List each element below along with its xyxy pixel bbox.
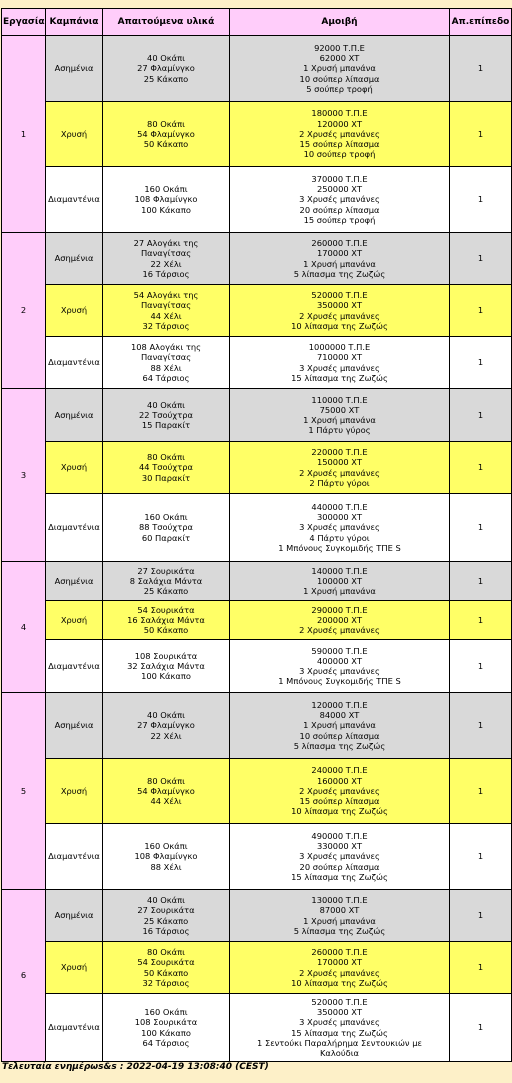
reward-line: 15 σούπερ λίπασμα [299,796,380,807]
level-cell: 1 [450,36,512,102]
level-cell: 1 [450,601,512,640]
material-line: 54 Σουρικάτα [137,604,195,615]
reward-line: 3 Χρυσές μπανάνες [299,851,380,862]
table-row [2,36,512,102]
materials-cell [103,167,230,233]
level-cell: 1 [450,693,512,759]
reward-line: 200000 ΧΤ [316,614,363,625]
level-cell: 1 [450,102,512,167]
materials-cell [103,442,230,494]
materials-cell [103,942,230,994]
material-line: 44 Χέλι [150,796,182,807]
reward-line: 140000 Τ.Π.Ε [311,565,368,576]
reward-cell [230,233,450,285]
material-line: 108 Φλαμίνγκο [134,194,198,205]
reward-cell [230,337,450,389]
reward-line: 440000 Τ.Π.Ε [311,501,368,512]
rewards-table [1,8,512,1062]
level-cell: 1 [450,389,512,442]
material-line: 44 Χέλι [150,310,182,321]
reward-line: 590000 Τ.Π.Ε [311,645,368,656]
level-cell: 1 [450,994,512,1062]
reward-line: 92000 Τ.Π.Ε [314,42,365,53]
table-row [2,824,512,890]
reward-line: 2 Χρυσές μπανάνες [299,128,380,139]
reward-cell [230,693,450,759]
table-row [2,389,512,442]
level-cell: 1 [450,337,512,389]
material-line: Παναγίτσας [140,248,192,259]
reward-cell [230,601,450,640]
material-line: 54 Αλογάκι της [133,290,199,301]
reward-line: Καλούδια [319,1047,360,1058]
material-line: 16 Τάρσιος [142,925,190,936]
reward-line: 110000 Τ.Π.Ε [311,394,368,405]
table-row [2,494,512,562]
level-cell: 1 [450,167,512,233]
task-number-cell: 2 [2,233,46,389]
material-line: 160 Οκάπι [144,1007,188,1018]
table-row [2,759,512,824]
materials-cell [103,337,230,389]
reward-line: 160000 ΧΤ [316,775,363,786]
task-number-cell: 4 [2,562,46,693]
reward-line: 370000 Τ.Π.Ε [311,173,368,184]
campaign-cell: Χρυσή [46,442,103,494]
material-line: 50 Κάκαπο [143,625,189,636]
material-line: Παναγίτσας [140,300,192,311]
reward-line: 170000 ΧΤ [316,248,363,259]
material-line: 27 Φλαμίνγκο [137,63,195,74]
reward-line: 2 Χρυσές μπανάνες [299,467,380,478]
reward-line: 2 Πάρτυ γύροι [309,477,370,488]
campaign-cell: Χρυσή [46,601,103,640]
reward-line: 300000 ΧΤ [316,512,363,523]
reward-line: 100000 ΧΤ [316,575,363,586]
reward-cell [230,389,450,442]
reward-line: 1 Χρυσή μπανάνα [303,915,376,926]
header-level: Απ.επίπεδο [450,9,512,36]
campaign-cell: Ασημένια [46,890,103,942]
campaign-cell: Διαμαντένια [46,337,103,389]
reward-line: 5 λίπασμα της Ζωζώς [293,268,386,279]
reward-line: 15 σούπερ λίπασμα [299,139,380,150]
campaign-cell: Ασημένια [46,693,103,759]
reward-line: 62000 ΧΤ [319,53,360,64]
reward-line: 5 λίπασμα της Ζωζώς [293,925,386,936]
material-line: 27 Φλαμίνγκο [137,720,195,731]
material-line: 160 Οκάπι [144,841,188,852]
material-line: 108 Φλαμίνγκο [134,851,198,862]
material-line: 32 Τάρσιος [142,320,190,331]
table-row [2,233,512,285]
reward-cell [230,442,450,494]
table-row [2,942,512,994]
level-cell: 1 [450,824,512,890]
level-cell: 1 [450,442,512,494]
material-line: 80 Οκάπι [147,118,185,129]
reward-line: 180000 Τ.Π.Ε [311,108,368,119]
table-row [2,601,512,640]
reward-cell [230,167,450,233]
campaign-cell: Χρυσή [46,102,103,167]
reward-line: 2 Χρυσές μπανάνες [299,967,380,978]
reward-cell [230,759,450,824]
material-line: 64 Τάρσιος [142,372,190,383]
material-line: 40 Οκάπι [147,710,185,721]
campaign-cell: Ασημένια [46,233,103,285]
table-row [2,102,512,167]
material-line: 27 Σουρικάτα [137,905,195,916]
reward-line: 5 σούπερ τροφή [306,83,373,94]
material-line: 25 Κάκαπο [143,586,189,597]
material-line: 8 Σαλάχια Μάντα [129,575,203,586]
reward-line: 1 Χρυσή μπανάνα [303,258,376,269]
reward-line: 15 λίπασμα της Ζωζώς [291,372,388,383]
reward-line: 170000 ΧΤ [316,957,363,968]
materials-cell [103,389,230,442]
table-row [2,285,512,337]
material-line: 27 Σουρικάτα [137,565,195,576]
header-task: Εργασία [2,9,46,36]
table-body [2,36,512,1062]
reward-line: 10 λίπασμα της Ζωζώς [291,977,388,988]
reward-line: 250000 ΧΤ [316,184,363,195]
material-line: 30 Παρακίτ [141,472,191,483]
reward-line: 490000 Τ.Π.Ε [311,830,368,841]
reward-line: 1 Χρυσή μπανάνα [303,720,376,731]
campaign-cell: Ασημένια [46,36,103,102]
reward-line: 1 Πάρτυ γύρος [308,425,371,436]
campaign-cell: Ασημένια [46,389,103,442]
reward-line: 15 λίπασμα της Ζωζώς [291,1027,388,1038]
materials-cell [103,494,230,562]
reward-line: 1 Χρυσή μπανάνα [303,415,376,425]
material-line: 100 Κάκαπο [141,204,191,215]
material-line: 32 Σαλάχια Μάντα [127,660,205,671]
material-line: 108 Σουρικάτα [134,650,198,661]
header-materials: Απαιτούμενα υλικά [103,9,230,36]
material-line: 32 Τάρσιος [142,977,190,988]
material-line: 80 Οκάπι [147,452,185,463]
task-number-cell: 5 [2,693,46,890]
level-cell: 1 [450,640,512,693]
materials-cell [103,890,230,942]
table-row [2,693,512,759]
material-line: 25 Κάκαπο [143,915,189,926]
reward-line: 3 Χρυσές μπανάνες [299,522,380,533]
reward-cell [230,102,450,167]
materials-cell [103,693,230,759]
material-line: 50 Κάκαπο [143,139,189,150]
reward-line: 260000 Τ.Π.Ε [311,947,368,958]
campaign-cell: Διαμαντένια [46,494,103,562]
reward-line: 2 Χρυσές μπανάνες [299,625,380,636]
material-line: 40 Οκάπι [147,895,185,906]
level-cell: 1 [450,942,512,994]
campaign-cell: Ασημένια [46,562,103,601]
table-row [2,890,512,942]
reward-line: 120000 Τ.Π.Ε [311,699,368,710]
material-line: 60 Παρακίτ [141,532,191,543]
reward-line: 1 Χρυσή μπανάνα [303,586,376,597]
reward-line: 710000 ΧΤ [316,352,363,363]
level-cell: 1 [450,759,512,824]
reward-line: 20 σούπερ λίπασμα [299,861,380,872]
material-line: 40 Οκάπι [147,53,185,64]
campaign-cell: Διαμαντένια [46,640,103,693]
material-line: 80 Οκάπι [147,775,185,786]
reward-line: 3 Χρυσές μπανάνες [299,666,380,676]
reward-line: 10 λίπασμα της Ζωζώς [291,806,388,817]
reward-line: 130000 Τ.Π.Ε [311,895,368,906]
reward-line: 260000 Τ.Π.Ε [311,238,368,249]
material-line: 64 Τάρσιος [142,1037,190,1048]
campaign-cell: Χρυσή [46,759,103,824]
reward-line: 10 σούπερ λίπασμα [299,73,380,84]
reward-cell [230,994,450,1062]
table-row [2,442,512,494]
material-line: 54 Σουρικάτα [137,957,195,968]
material-line: 44 Τσούχτρα [139,462,193,473]
table-row [2,994,512,1062]
materials-cell [103,601,230,640]
material-line: 54 Φλαμίνγκο [137,785,195,796]
last-updated-text: Τελευταία ενημέρωs&s : 2022-04-19 13:08:40 (CEST) [2,1062,269,1072]
campaign-cell: Διαμαντένια [46,167,103,233]
reward-line: 1 Χρυσή μπανάνα [303,63,376,74]
material-line: 54 Φλαμίνγκο [137,128,195,139]
material-line: 108 Σουρικάτα [134,1017,198,1028]
material-line: 108 Αλογάκι της [131,342,201,353]
reward-line: 4 Πάρτυ γύροι [309,532,370,543]
materials-cell [103,994,230,1062]
reward-line: 350000 ΧΤ [316,1007,363,1018]
reward-cell [230,824,450,890]
materials-cell [103,759,230,824]
materials-cell [103,36,230,102]
material-line: 25 Κάκαπο [143,73,189,84]
reward-line: 10 σούπερ τροφή [303,149,376,160]
materials-cell [103,233,230,285]
reward-line: 330000 ΧΤ [316,841,363,852]
header-row [2,9,512,36]
material-line: 22 Τσούχτρα [139,409,193,420]
reward-cell [230,36,450,102]
material-line: 88 Χέλι [150,362,182,373]
reward-cell [230,562,450,601]
campaign-cell: Χρυσή [46,285,103,337]
reward-line: 2 Χρυσές μπανάνες [299,310,380,321]
reward-line: 3 Χρυσές μπανάνες [299,194,380,205]
materials-cell [103,562,230,601]
reward-line: 10 σούπερ λίπασμα [299,730,380,741]
material-line: 88 Χέλι [150,861,182,872]
table-row [2,337,512,389]
reward-line: 15 λίπασμα της Ζωζώς [291,871,388,882]
campaign-cell: Διαμαντένια [46,824,103,890]
reward-line: 2 Χρυσές μπανάνες [299,785,380,796]
material-line: 16 Σαλάχια Μάντα [127,614,205,625]
materials-cell [103,285,230,337]
reward-line: 220000 Τ.Π.Ε [311,447,368,458]
level-cell: 1 [450,562,512,601]
reward-line: 3 Χρυσές μπανάνες [299,362,380,373]
reward-line: 75000 ΧΤ [319,404,360,415]
reward-line: 520000 Τ.Π.Ε [311,290,368,301]
material-line: Παναγίτσας [140,352,192,363]
task-number-cell: 3 [2,389,46,562]
reward-line: 150000 ΧΤ [316,457,363,468]
reward-line: 240000 Τ.Π.Ε [311,765,368,776]
materials-cell [103,102,230,167]
reward-line: 3 Χρυσές μπανάνες [299,1017,380,1028]
table-row [2,640,512,693]
material-line: 80 Οκάπι [147,947,185,958]
material-line: 15 Παρακίτ [141,420,191,431]
reward-cell [230,640,450,693]
campaign-cell: Χρυσή [46,942,103,994]
reward-line: 5 λίπασμα της Ζωζώς [293,740,386,751]
material-line: 160 Οκάπι [144,512,188,523]
header-campaign: Καμπάνια [46,9,103,36]
reward-line: 15 σούπερ τροφή [303,214,376,225]
reward-line: 400000 ΧΤ [316,655,363,666]
material-line: 50 Κάκαπο [143,967,189,978]
material-line: 22 Χέλι [150,258,182,269]
level-cell: 1 [450,285,512,337]
material-line: 100 Κάκαπο [141,671,191,682]
reward-cell [230,942,450,994]
materials-cell [103,640,230,693]
campaign-cell: Διαμαντένια [46,994,103,1062]
material-line: 16 Τάρσιος [142,268,190,279]
level-cell: 1 [450,233,512,285]
reward-cell [230,285,450,337]
reward-line: 290000 Τ.Π.Ε [311,604,368,615]
level-cell: 1 [450,494,512,562]
reward-cell [230,890,450,942]
task-number-cell: 1 [2,36,46,233]
reward-line: 87000 ΧΤ [319,905,360,916]
reward-line: 20 σούπερ λίπασμα [299,204,380,215]
reward-line: 1 Μπόνους Συγκομιδής ΤΠΕ S [278,542,401,553]
reward-line: 84000 ΧΤ [319,710,360,721]
reward-cell [230,494,450,562]
reward-line: 120000 ΧΤ [316,118,363,129]
task-number-cell: 6 [2,890,46,1062]
material-line: 100 Κάκαπο [141,1027,191,1038]
table-row [2,562,512,601]
reward-line: 1 Μπόνους Συγκομιδής ΤΠΕ S [278,676,401,687]
header-reward: Αμοιβή [230,9,450,36]
table-row [2,167,512,233]
level-cell: 1 [450,890,512,942]
reward-line: 1 Σεντούκι Παραλήρημα Σεντουκιών με [257,1037,422,1048]
reward-line: 1000000 Τ.Π.Ε [308,342,371,353]
material-line: 88 Τσούχτρα [139,522,193,533]
material-line: 27 Αλογάκι της [133,238,199,249]
reward-line: 520000 Τ.Π.Ε [311,996,368,1007]
materials-cell [103,824,230,890]
material-line: 160 Οκάπι [144,184,188,195]
material-line: 40 Οκάπι [147,399,185,410]
reward-line: 350000 ΧΤ [316,300,363,311]
material-line: 22 Χέλι [150,730,182,741]
reward-line: 10 λίπασμα της Ζωζώς [291,320,388,331]
